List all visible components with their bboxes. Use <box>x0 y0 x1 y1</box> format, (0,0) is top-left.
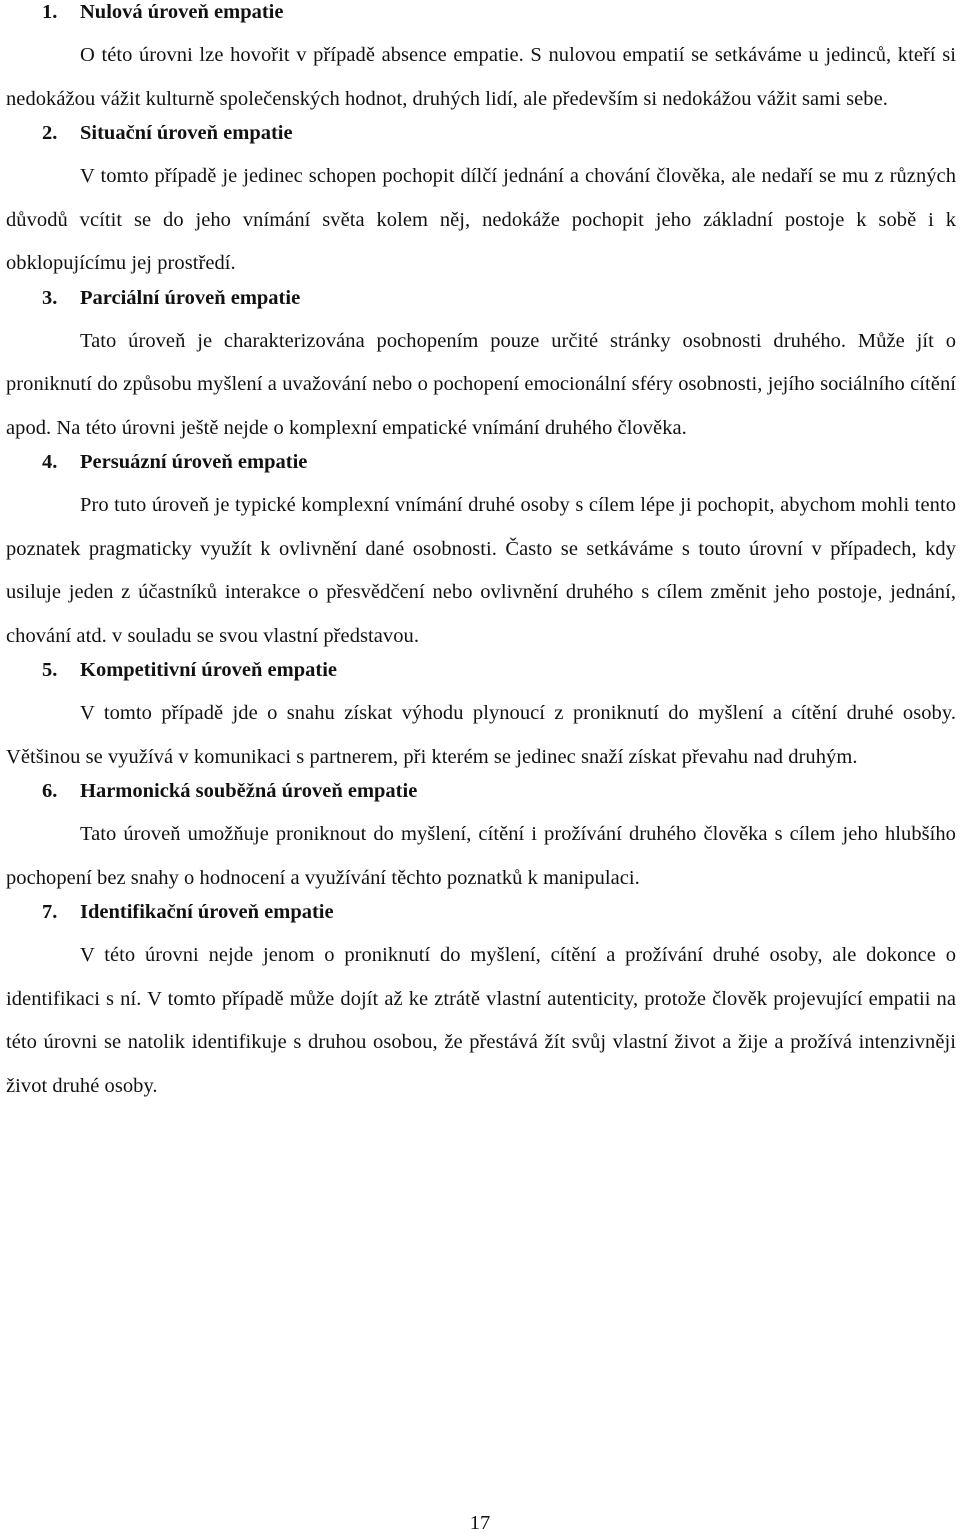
section-title: Parciální úroveň empatie <box>80 286 301 309</box>
section-7 <box>6 890 956 1108</box>
section-title: Situační úroveň empatie <box>80 122 293 144</box>
document-page <box>6 0 956 1108</box>
section-5 <box>6 648 956 779</box>
section-heading <box>6 0 956 34</box>
section-paragraph: O této úrovni lze hovořit v případě absence empatie. S nulovou empatií se setkáváme u jedinců, kteří si nedokážou vážit kulturně společenských hodnot, druhých lidí, ale především si nedokážou vážit sami sebe. <box>6 44 956 110</box>
section-title: Kompetitivní úroveň empatie <box>80 659 337 681</box>
section-title: Identifikační úroveň empatie <box>80 901 334 923</box>
section-number: 1. <box>42 1 58 23</box>
section-title: Nulová úroveň empatie <box>80 1 284 23</box>
section-paragraph: V tomto případě je jedinec schopen pochopit dílčí jednání a chování člověka, ale nedaří se mu z různých důvodů vcítit se do jeho vnímání světa kolem něj, nedokáže pochopit jeho základní postoje k sobě i k obklopujícímu jej prostředí. <box>6 165 956 274</box>
section-6 <box>6 769 956 900</box>
section-paragraph: V této úrovni nejde jenom o proniknutí do myšlení, cítění a prožívání druhé osoby, ale dokonce o identifikaci s ní. V tomto případě může dojít až ke ztrátě vlastní autenticity, protože člověk projevující empatii na této úrovni se natolik identifikuje s druhou osobou, že přestává žít svůj vlastní život a žije a prožívá intenzivněji život druhé osoby. <box>6 944 956 1097</box>
section-paragraph: Tato úroveň umožňuje proniknout do myšlení, cítění i prožívání druhého člověka s cílem jeho hlubšího pochopení bez snahy o hodnocení a využívání těchto poznatků k manipulaci. <box>6 823 956 889</box>
section-number: 6. <box>42 780 58 802</box>
section-3 <box>6 276 956 451</box>
section-number: 3. <box>42 286 58 309</box>
section-heading <box>6 276 956 320</box>
section-number: 7. <box>42 901 58 923</box>
section-number: 2. <box>42 122 58 144</box>
section-1 <box>6 0 956 121</box>
section-heading <box>6 648 956 692</box>
section-number: 5. <box>42 659 58 681</box>
section-title: Persuázní úroveň empatie <box>80 451 308 473</box>
section-paragraph: V tomto případě jde o snahu získat výhodu plynoucí z proniknutí do myšlení a cítění druhé osoby. Většinou se využívá v komunikaci s partnerem, při kterém se jedinec snaží získat převahu nad druhým. <box>6 702 956 768</box>
section-4 <box>6 440 956 658</box>
section-2 <box>6 111 956 286</box>
page-number: 17 <box>469 1512 491 1534</box>
section-paragraph: Tato úroveň je charakterizována pochopením pouze určité stránky osobnosti druhého. Může jít o proniknutí do způsobu myšlení a uvažování nebo o pochopení emocionální sféry osobnosti, jejího sociálního cítění apod. Na této úrovni ještě nejde o komplexní empatické vnímání druhého člověka. <box>6 329 956 439</box>
section-number: 4. <box>42 451 58 473</box>
section-paragraph: Pro tuto úroveň je typické komplexní vnímání druhé osoby s cílem lépe ji pochopit, abychom mohli tento poznatek pragmaticky využít k ovlivnění dané osobnosti. Často se setkáváme s touto úrovní v případech, kdy usiluje jeden z účastníků interakce o přesvědčení nebo ovlivnění druhého s cílem změnit jeho postoje, jednání, chování atd. v souladu se svou vlastní představou. <box>6 494 956 647</box>
section-title: Harmonická souběžná úroveň empatie <box>80 780 418 802</box>
